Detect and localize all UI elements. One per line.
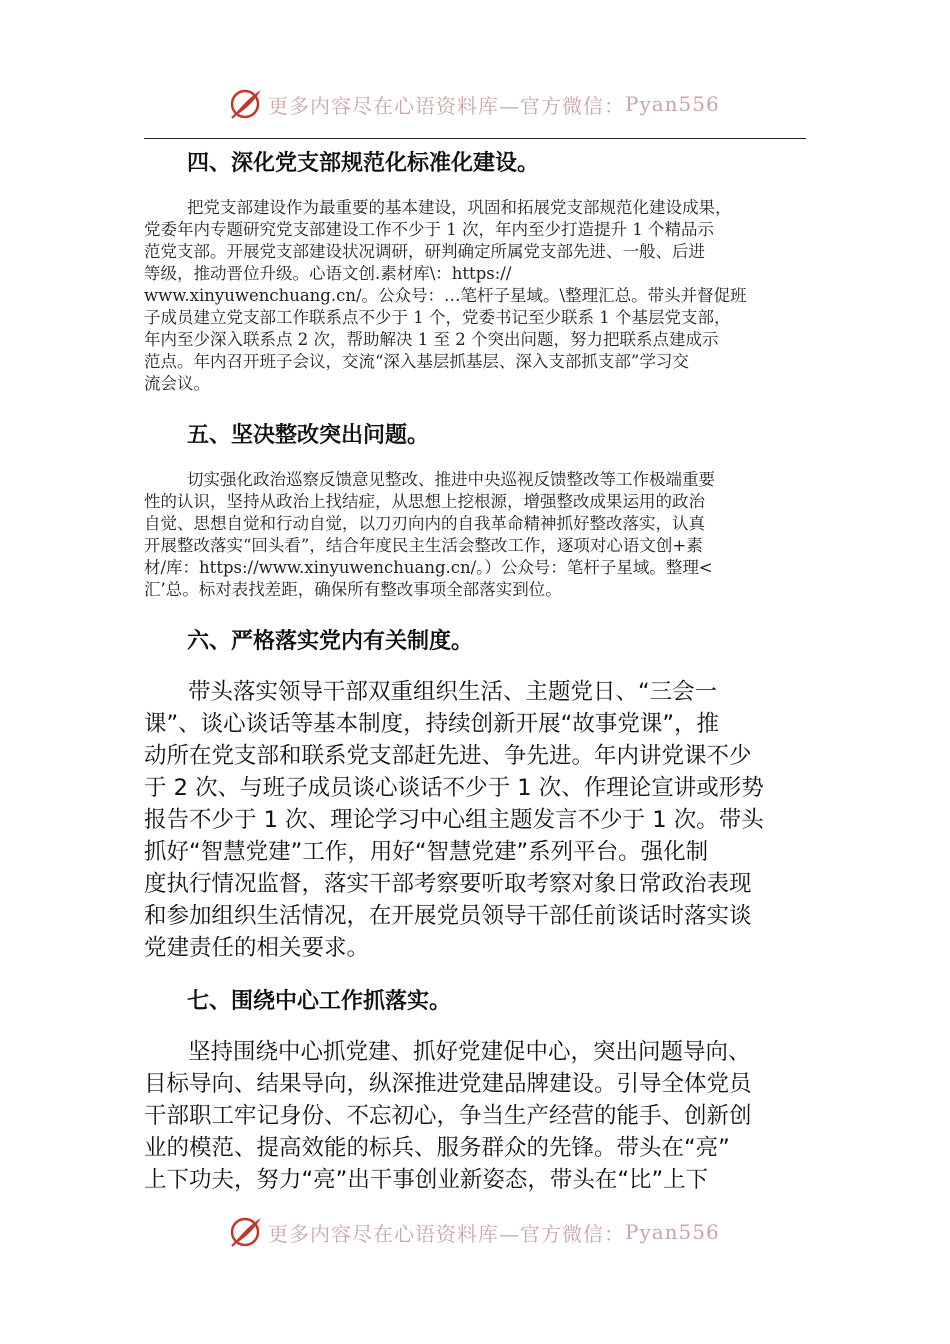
quill-logo-icon (228, 86, 264, 122)
paragraph-line: 等级，推动晋位升级。心语文创.素材库\：https:// (144, 264, 512, 283)
section-6-heading: 六、严格落实党内有关制度。 (187, 629, 474, 654)
paragraph-line: 党建责任的相关要求。 (144, 935, 370, 961)
section-5-heading: 五、坚决整改突出问题。 (187, 423, 430, 448)
paragraph-line: 报告不少于 1 次、理论学习中心组主题发言不少于 1 次。带头 (144, 807, 764, 833)
paragraph-line: 开展整改落实“回头看”，结合年度民主生活会整改工作，逐项对心语文创+素 (144, 536, 703, 555)
paragraph-line: 带头落实领导干部双重组织生活、主题党日、“三会一 (188, 679, 718, 705)
paragraph-line: 目标导向、结果导向，纵深推进党建品牌建设。引导全体党员 (144, 1071, 752, 1097)
paragraph-line: 材/库：https://www.xinyuwenchuang.cn/。）公众号：笔杆子星域。整理< (144, 558, 713, 577)
paragraph-line: 和参加组织生活情况，在开展党员领导干部任前谈话时落实谈 (144, 903, 752, 929)
paragraph-line: 坚持围绕中心抓党建、抓好党建促中心，突出问题导向、 (188, 1039, 751, 1065)
banner-wechat-id: Pyan556 (625, 1220, 720, 1244)
paragraph-line: 性的认识，坚持从政治上找结症，从思想上挖根源，增强整改成果运用的政治 (144, 492, 705, 511)
header-divider (144, 138, 806, 139)
paragraph-line: 课”、谈心谈话等基本制度，持续创新开展“故事党课”，推 (144, 711, 719, 737)
paragraph-line: 业的模范、提高效能的标兵、服务群众的先锋。带头在“亮” (144, 1135, 730, 1161)
paragraph-line: 自觉、思想自觉和行动自觉，以刀刃向内的自我革命精神抓好整改落实，认真 (144, 514, 705, 533)
section-4-heading: 四、深化党支部规范化标准化建设。 (187, 151, 540, 176)
header-watermark-banner (228, 84, 748, 124)
paragraph-line: 于 2 次、与班子成员谈心谈话不少于 1 次、作理论宣讲或形势 (144, 775, 764, 801)
paragraph-line: 动所在党支部和联系党支部赶先进、争先进。年内讲党课不少 (144, 743, 752, 769)
paragraph-line: 上下功夫，努力“亮”出干事创业新姿态，带头在“比”上下 (144, 1167, 709, 1193)
paragraph-line: 抓好“智慧党建”工作，用好“智慧党建”系列平台。强化制 (144, 839, 709, 865)
quill-logo-icon (228, 1214, 264, 1250)
section-7-paragraph (144, 1036, 808, 1196)
paragraph-line: 把党支部建设作为最重要的基本建设，巩固和拓展党支部规范化建设成果， (187, 198, 732, 217)
banner-text: 更多内容尽在心语资料库—官方微信： (268, 1221, 625, 1246)
paragraph-line: 子成员建立党支部工作联系点不少于 1 个，党委书记至少联系 1 个基层党支部， (144, 308, 731, 327)
paragraph-line: 度执行情况监督，落实干部考察要听取考察对象日常政治表现 (144, 871, 752, 897)
banner-wechat-id: Pyan556 (625, 92, 720, 116)
paragraph-line: 汇’总。标对表找差距，确保所有整改事项全部落实到位。 (144, 580, 562, 599)
paragraph-line: 党委年内专题研究党支部建设工作不少于 1 次，年内至少打造提升 1 个精品示 (144, 220, 714, 239)
paragraph-line: 范党支部。开展党支部建设状况调研，研判确定所属党支部先进、一般、后进 (144, 242, 705, 261)
section-7-heading: 七、围绕中心工作抓落实。 (187, 989, 452, 1014)
paragraph-line: 年内至少深入联系点 2 次，帮助解决 1 至 2 个突出问题，努力把联系点建成示 (144, 330, 719, 349)
section-5-paragraph (144, 469, 808, 601)
paragraph-line: www.xinyuwenchuang.cn/。公众号：…笔杆子星域。\整理汇总。带头并督促班 (144, 286, 747, 305)
paragraph-line: 流会议。 (144, 374, 210, 393)
paragraph-line: 干部职工牢记身份、不忘初心，争当生产经营的能手、创新创 (144, 1103, 752, 1129)
section-4-paragraph (144, 197, 808, 395)
paragraph-line: 切实强化政治巡察反馈意见整改、推进中央巡视反馈整改等工作极端重要 (187, 470, 715, 489)
footer-watermark-banner (228, 1212, 748, 1252)
section-6-paragraph (144, 676, 808, 964)
banner-text: 更多内容尽在心语资料库—官方微信： (268, 93, 625, 118)
paragraph-line: 范点。年内召开班子会议，交流“深入基层抓基层、深入支部抓支部”学习交 (144, 352, 689, 371)
